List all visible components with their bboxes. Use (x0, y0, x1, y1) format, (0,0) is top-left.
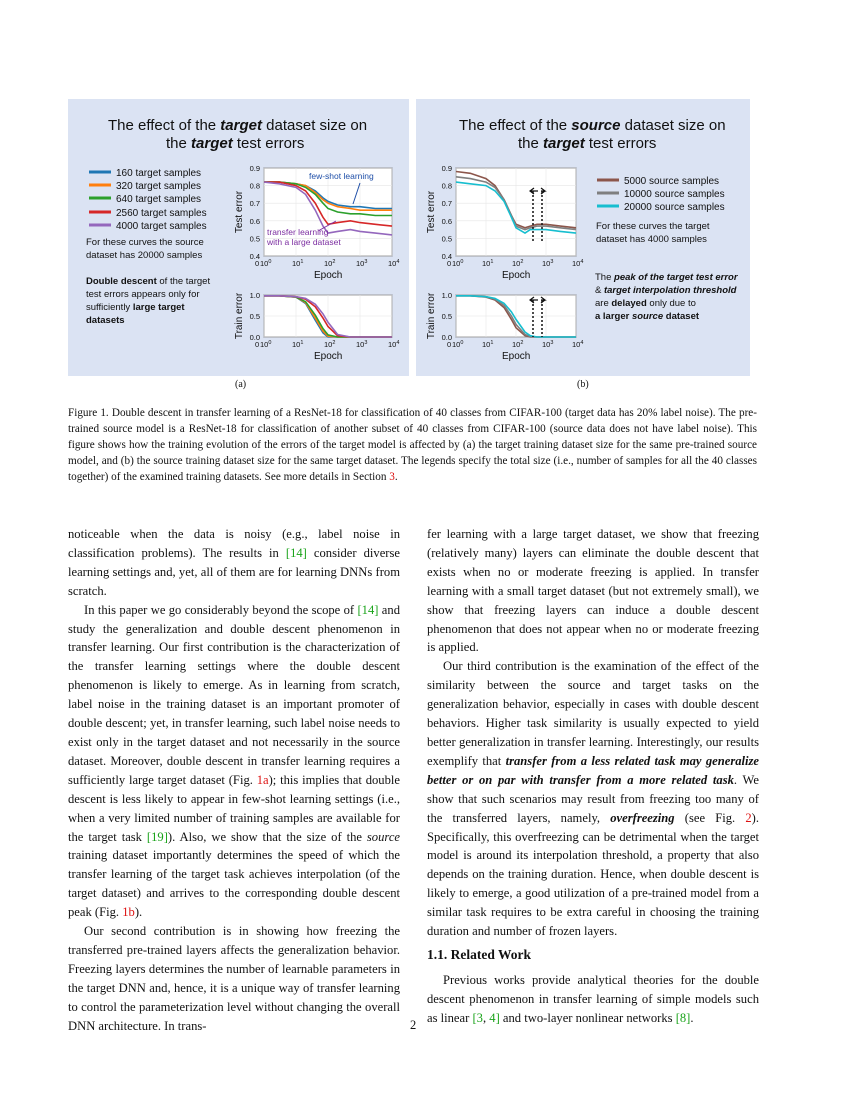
figure-link[interactable]: 2 (745, 810, 752, 825)
y-tick-label: 0.6 (441, 216, 452, 226)
y-tick-label: 0.7 (249, 199, 260, 209)
panel-a-dd-line1: Double descent of the target (86, 276, 211, 287)
left-column (68, 525, 400, 1035)
annotation-tl-line2: with a large dataset (267, 237, 341, 247)
citation-link[interactable]: [14] (285, 545, 307, 560)
x-axis-label: Epoch (314, 270, 343, 281)
x-tick-label: $10^0$ (260, 340, 272, 349)
x-tick-label: $10^2$ (324, 259, 336, 268)
figure-panel-a (68, 99, 409, 376)
x-tick-label: $10^1$ (292, 259, 304, 268)
panel-b-peak-line2: & target interpolation threshold (595, 285, 737, 296)
panel-a-svg (68, 99, 409, 376)
x-axis-label: Epoch (502, 351, 531, 362)
x-tick-label: $10^4$ (572, 340, 584, 349)
x-tick-label-zero: 0 (447, 340, 452, 349)
figure-label-b: (b) (577, 379, 589, 390)
x-tick-label: $10^1$ (292, 340, 304, 349)
panel-a-dd-line4: datasets (86, 315, 125, 326)
paragraph: noticeable when the data is noisy (e.g., label noise in classification problems). The results in [14] consider diverse learning settings and, yet, all of them are for learning DNNs from scratch. (68, 527, 400, 598)
panel-b-note-line2: dataset has 4000 samples (596, 234, 707, 245)
panel-a-test-error-plot (234, 164, 399, 281)
panel-b-peak-line4: a larger source dataset (595, 311, 700, 322)
y-axis-label: Train error (426, 292, 437, 340)
legend-item: 160 target samples (116, 168, 202, 179)
y-tick-label: 0.9 (249, 164, 260, 173)
x-tick-label: $10^2$ (512, 340, 524, 349)
x-tick-label: $10^4$ (388, 340, 400, 349)
paragraph: Our third contribution is the examination of the effect of the similarity between the source and target tasks on the generalization behavior, especially in cases with double descent behaviors. Higher task similarity is usually expected to yield better generalization in transfer learning. Interestingly, our results exemplify that transfer from a less related task may generalize better or on par with transfer from a more related task. We show that such scenarios may result from freezing too many of the transferred layers, namely, overfreezing (see Fig. 2). Specifically, this overfreezing can be detrimental when the target model is around its interpolation threshold, a property that also depends on the training duration. Hence, when double descent is likely to emerge, a good utilization of a pre-trained model from a similar task requires to be extra careful in choosing the training duration and number of frozen layers. (427, 659, 760, 939)
x-tick-label: $10^3$ (356, 259, 368, 268)
y-tick-label: 0.4 (441, 252, 452, 261)
paragraph: In this paper we go considerably beyond the scope of [14] and study the generalization and double descent phenomenon in transfer learning. Our first contribution is the characterization of the transfer learning settings where the double descent phenomenon is likely to emerge. As in learning from scratch, label noise in the training dataset is an important promoter of double descent; yet, in transfer learning, such label noise needs to exist only in the target dataset and not necessarily in the source dataset. Moreover, double descent in transfer learning requires a sufficiently large target dataset (Fig. 1a); this implies that double descent is less likely to appear in few-shot learning settings (i.e., when a very limited number of training samples are available for the target task [19]). Also, we show that the size of the source training dataset importantly determines the speed of which the transfer learning of the target task achieves interpolation (of the target dataset) and arrives to the corresponding double descent peak (Fig. 1b). (68, 602, 400, 920)
panel-b-peak-line1: The peak of the target test error (595, 272, 738, 283)
figure-link[interactable]: 1b (122, 905, 135, 920)
annotation-tl-line1: transfer learning (267, 227, 329, 237)
panel-a-title-line2: the target test errors (166, 135, 305, 152)
legend-item: 320 target samples (116, 181, 202, 192)
paragraph: Our second contribution is in showing how freezing the transferred pre-trained layers affects the generalization behavior. Freezing layers determines the number of learnable parameters in the target DNN and, hence, it is a unique way of transfer learning to control the parameterization level without changing the overall DNN architecture. In trans- (68, 924, 400, 1033)
figure-link[interactable]: 1a (256, 772, 269, 787)
panel-b-title: The effect of the source dataset size on (459, 117, 726, 134)
panel-b-train-error-plot (426, 291, 583, 362)
x-tick-label-zero: 0 (447, 259, 452, 268)
y-tick-label: 0.8 (249, 181, 260, 191)
x-tick-label: $10^2$ (512, 259, 524, 268)
page-number: 2 (410, 1018, 417, 1032)
figure-panel-b (416, 99, 750, 376)
x-tick-label: $10^4$ (572, 259, 584, 268)
x-axis-label: Epoch (314, 351, 343, 362)
x-tick-label: $10^0$ (260, 259, 272, 268)
figure-label-a: (a) (235, 379, 247, 390)
panel-a-legend (89, 168, 207, 232)
panel-b-note-line1: For these curves the target (596, 221, 710, 232)
panel-a-note-line1: For these curves the source (86, 237, 204, 248)
y-tick-label: 0.5 (441, 312, 452, 321)
x-axis-label: Epoch (502, 270, 531, 281)
y-tick-label: 0.8 (441, 181, 452, 191)
y-tick-label: 0.5 (441, 234, 452, 244)
paragraph: fer learning with a large target dataset, we show that freezing (relatively many) layers can eliminate the double descent that exists when no or moderate freezing is applied. In transfer learning with a small target dataset (but not extremely small), we show that freezing layers can induce a double descent phenomenon that does not appear when no or moderate freezing is applied. (427, 527, 759, 655)
panel-b-legend (597, 176, 725, 213)
legend-item: 10000 source samples (624, 189, 725, 200)
y-tick-label: 0.9 (441, 164, 452, 173)
y-tick-label: 0.5 (249, 234, 260, 244)
y-tick-label: 0.0 (249, 333, 260, 342)
legend-item: 640 target samples (116, 194, 202, 205)
right-column (427, 525, 759, 1028)
y-tick-label: 0.5 (249, 312, 260, 321)
panel-b-peak-line3: are delayed only due to (595, 298, 696, 309)
panel-a-title: The effect of the target dataset size on (108, 117, 368, 134)
legend-item: 4000 target samples (116, 221, 207, 232)
y-tick-label: 1.0 (441, 291, 452, 300)
paragraph: Previous works provide analytical theories for the double descent phenomenon in transfer learning of simple models such as linear [3, 4] and two-layer nonlinear networks [8]. (427, 972, 759, 1025)
citation-link[interactable]: 4] (489, 1010, 500, 1025)
x-tick-label-zero: 0 (255, 259, 260, 268)
y-axis-label: Test error (426, 190, 437, 234)
x-tick-label-zero: 0 (255, 340, 260, 349)
citation-link[interactable]: [8] (675, 1010, 691, 1025)
legend-item: 2560 target samples (116, 208, 207, 219)
legend-item: 20000 source samples (624, 202, 725, 213)
annotation-few-shot: few-shot learning (309, 171, 374, 181)
x-tick-label: $10^3$ (542, 259, 554, 268)
citation-link[interactable]: [19] (146, 829, 168, 844)
citation-link[interactable]: [14] (357, 602, 379, 617)
x-tick-label: $10^1$ (482, 259, 494, 268)
x-tick-label: $10^4$ (388, 259, 400, 268)
panel-a-note-line2: dataset has 20000 samples (86, 250, 203, 261)
x-tick-label: $10^3$ (542, 340, 554, 349)
figure-caption: Figure 1. Double descent in transfer learning of a ResNet-18 for classification of 40 classes from CIFAR-100 (target data has 20% label noise). The pre-trained source model is a ResNet-18 for classification of another subset of 40 classes from CIFAR-100 (source data does not have label noise). This figure shows how the training evolution of the errors of the target model is affected by (a) the target training dataset size for the same pre-trained source model, and (b) the source training dataset size for the same target dataset. The legends specify the total size (i.e., number of samples for all the 40 classes together) of the examined training datasets. See more details in Section 3. (68, 407, 757, 483)
y-tick-label: 0.4 (249, 252, 260, 261)
y-tick-label: 0.6 (249, 216, 260, 226)
legend-item: 5000 source samples (624, 176, 720, 187)
section-link[interactable]: 3 (389, 471, 395, 483)
x-tick-label: $10^2$ (324, 340, 336, 349)
panel-b-title-line2: the target test errors (518, 135, 657, 152)
y-axis-label: Train error (234, 292, 245, 340)
y-tick-label: 1.0 (249, 291, 260, 300)
section-heading: 1.1. Related Work (427, 946, 531, 962)
x-tick-label: $10^0$ (452, 259, 464, 268)
x-tick-label: $10^3$ (356, 340, 368, 349)
x-tick-label: $10^0$ (452, 340, 464, 349)
panel-a-dd-line3: sufficiently large target (86, 302, 185, 313)
panel-a-train-error-plot (234, 291, 399, 362)
x-tick-label: $10^1$ (482, 340, 494, 349)
y-tick-label: 0.7 (441, 199, 452, 209)
y-tick-label: 0.0 (441, 333, 452, 342)
y-axis-label: Test error (234, 190, 245, 234)
panel-a-dd-line2: test errors appears only for (86, 289, 200, 300)
citation-link[interactable]: [3 (472, 1010, 483, 1025)
panel-b-test-error-plot (426, 164, 583, 281)
panel-b-svg (416, 99, 750, 376)
